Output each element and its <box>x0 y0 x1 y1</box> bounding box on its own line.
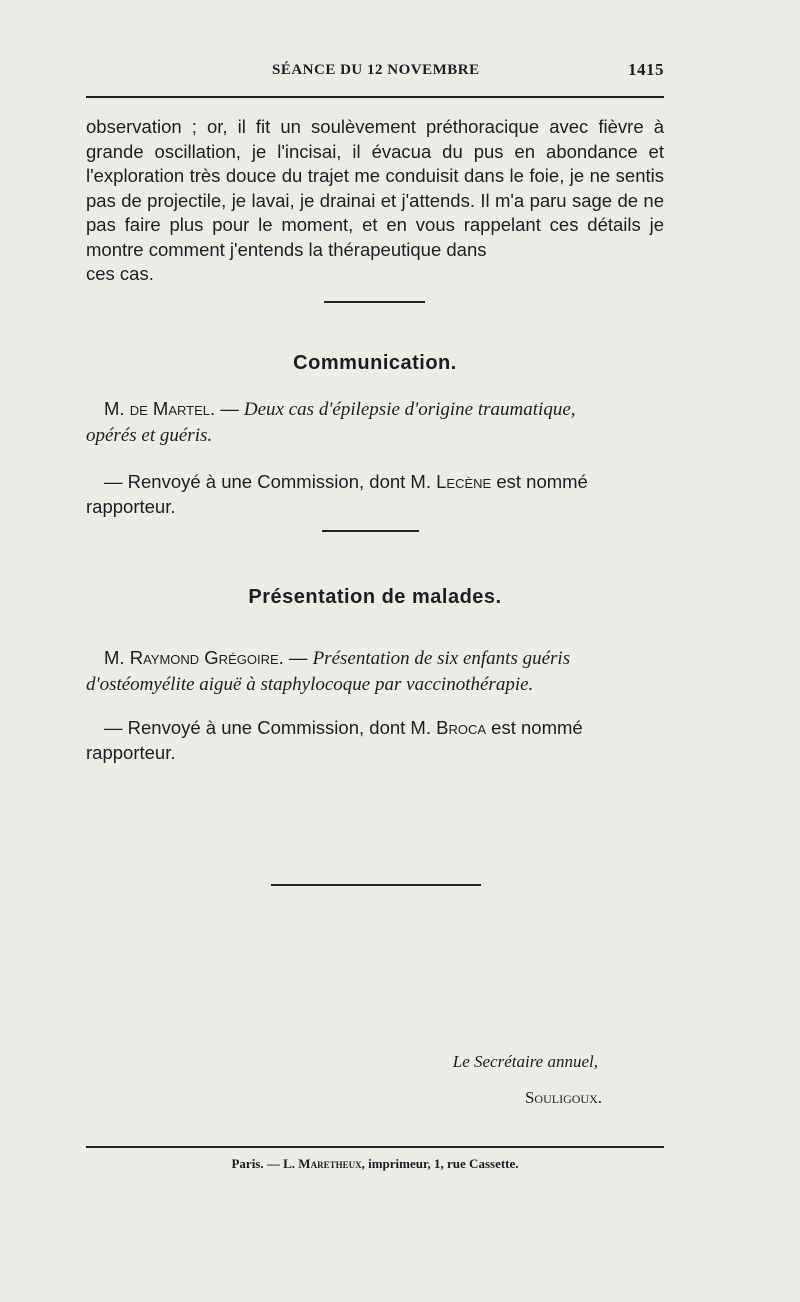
communication-author-name: de Martel. <box>129 398 216 419</box>
presentation-author-name: Raymond Grégoire. <box>129 647 284 668</box>
page-number: 1415 <box>628 60 664 79</box>
communication-entry <box>86 397 664 448</box>
presentation-referral-last-line: rapporteur. <box>86 741 176 763</box>
secretary-role: Le Secrétaire annuel, <box>452 1052 598 1071</box>
footer-rule <box>86 1146 664 1148</box>
imprint-city: Paris. — L. <box>231 1156 299 1171</box>
presentation-title-line2: d'ostéomyélite aiguë à staphylocoque par vaccinothérapie. <box>86 673 534 695</box>
presentation-rapporteur-name: Broca <box>436 717 487 738</box>
intro-paragraph-last-line: ces cas. <box>86 263 154 284</box>
presentation-author-prefix: M. <box>104 647 130 668</box>
presentation-heading: Présentation de malades. <box>248 586 502 608</box>
imprint-rest: imprimeur, 1, rue Cassette. <box>364 1156 519 1171</box>
running-title: SÉANCE DU 12 NOVEMBRE <box>272 62 480 78</box>
communication-referral-last-line: rapporteur. <box>86 495 176 517</box>
signature-block <box>452 1044 602 1116</box>
intro-paragraph <box>86 115 664 287</box>
header-rule <box>86 96 664 98</box>
communication-title-line1: Deux cas d'épilepsie d'origine traumatique, <box>243 399 576 420</box>
presentation-referral <box>86 716 664 765</box>
imprint-printer-name: Maretheux, <box>298 1156 365 1171</box>
presentation-title-line1: Présentation de six enfants guéris <box>312 648 571 669</box>
printer-imprint <box>86 1156 664 1172</box>
secretary-name: Souligoux. <box>524 1088 602 1107</box>
communication-rapporteur-name: Lecène <box>436 471 492 492</box>
running-head <box>86 60 664 86</box>
intro-paragraph-text: observation ; or, il fit un soulèvement préthoracique avec fièvre à grande oscillation, je l'incisai, il évacua du pus en abondance et l'exploration très douce du trajet me conduisit dans le foie, je ne sentis pas de projectile, je lavai, je drainai et j'attends. Il m'a paru sage de ne pas faire plus pour le moment, et en vous rappelant ces détails je montre comment j'entends la thérapeutique dans <box>86 116 664 260</box>
presentation-referral-text-after: est nommé <box>486 717 583 738</box>
closing-divider <box>271 884 481 886</box>
presentation-entry <box>86 646 664 697</box>
communication-referral <box>86 470 664 519</box>
communication-author-prefix: M. <box>104 398 130 419</box>
section-divider-2 <box>322 530 419 532</box>
presentation-referral-text: — Renvoyé à une Commission, dont M. <box>104 717 437 738</box>
communication-referral-text-after: est nommé <box>491 471 588 492</box>
communication-title-line2: opérés et guéris. <box>86 424 213 446</box>
communication-dash: — <box>215 398 244 419</box>
presentation-dash: — <box>283 647 313 668</box>
communication-heading: Communication. <box>293 352 457 374</box>
section-divider-1 <box>324 301 425 303</box>
communication-referral-text: — Renvoyé à une Commission, dont M. <box>104 471 437 492</box>
